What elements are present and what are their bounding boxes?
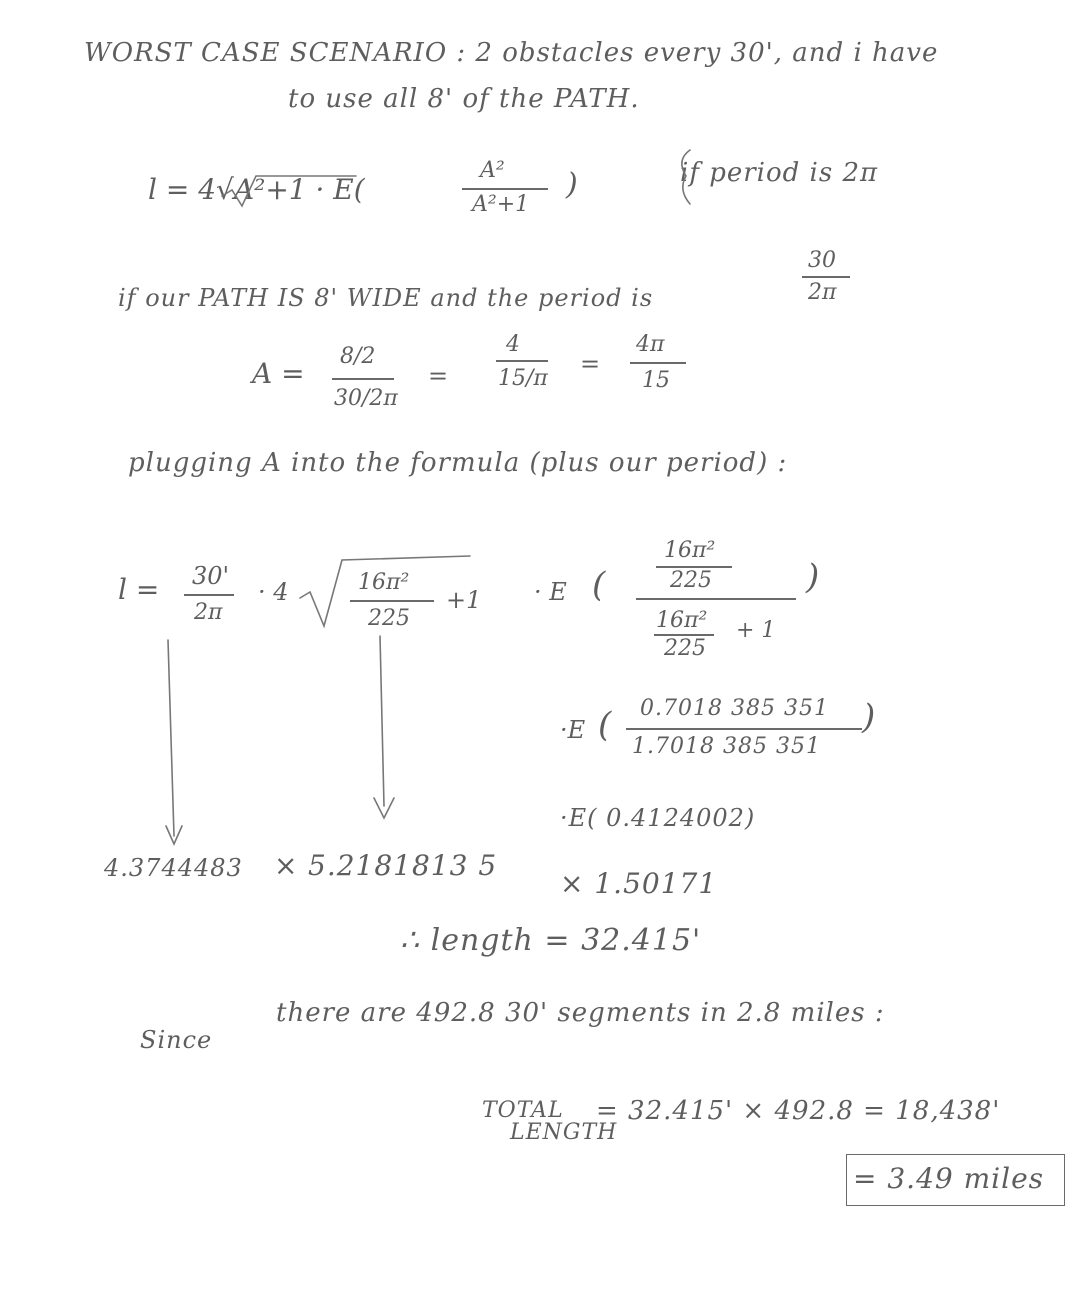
down-arrow-middle (380, 636, 384, 806)
e-value: ·E( 0.4124002) (560, 804, 756, 832)
a-f3-num: 4π (636, 332, 665, 357)
big-period-den: 2π (194, 600, 223, 625)
formula-note: if period is 2π (680, 158, 879, 188)
big-e-num-den: 225 (670, 568, 712, 593)
formula-frac-den: A²+1 (472, 192, 530, 217)
total-result-box: = 3.49 miles (846, 1154, 1065, 1206)
e-decimal-den: 1.7018 385 351 (632, 734, 821, 759)
big-lhs: l = (118, 573, 160, 606)
formula-close: ) (566, 167, 578, 202)
big-e-den-plus: + 1 (736, 618, 776, 643)
path-line-text: if our PATH IS 8' WIDE and the period is (118, 284, 654, 312)
a-eq1: = (428, 362, 449, 390)
big-e-den: 16π² (656, 608, 708, 633)
formula-lhs: l = 4√A²+1 · E( (148, 173, 365, 206)
a-f3-den: 15 (642, 368, 670, 393)
product-a: 4.3744483 (104, 854, 243, 882)
a-f1-num: 8/2 (340, 344, 376, 369)
big-e-close-paren: ) (806, 557, 820, 597)
a-f2-num: 4 (506, 332, 520, 357)
big-period-num: 30' (192, 562, 230, 590)
down-arrow-left (168, 640, 174, 836)
header-line-1: WORST CASE SCENARIO : 2 obstacles every 30', and i have (84, 38, 939, 68)
e-decimal-label: ·E (560, 716, 586, 744)
since-word: Since (140, 1026, 213, 1054)
product-b: 5.2181813 5 (308, 849, 498, 882)
big-e-num: 16π² (664, 538, 716, 563)
big-root-num: 16π² (358, 570, 410, 595)
big-e-open-paren: ( (592, 565, 606, 605)
big-radical (300, 556, 470, 626)
a-eq2: = (580, 350, 601, 378)
product-times-two: × 1.50171 (560, 867, 718, 900)
big-times-four: · 4 (258, 578, 289, 606)
formula-frac-num: A² (480, 158, 505, 183)
big-e-den-den: 225 (664, 636, 706, 661)
big-e-label: · E (534, 578, 567, 606)
total-label-top: TOTAL (482, 1098, 564, 1123)
length-result: ∴ length = 32.415' (400, 923, 702, 958)
e-decimal-num: 0.7018 385 351 (640, 696, 829, 721)
period-frac-den: 2π (808, 280, 837, 305)
e-decimal-open-paren: ( (598, 705, 612, 745)
plugging-line: plugging A into the formula (plus our period) : (128, 448, 788, 478)
a-f1-den: 30/2π (334, 386, 398, 411)
a-f2-den: 15/π (498, 366, 548, 391)
note-brace (682, 150, 690, 204)
header-line-2: to use all 8' of the PATH. (288, 84, 640, 114)
e-decimal-close-paren: ) (862, 697, 876, 737)
total-label-bottom: LENGTH (510, 1120, 618, 1145)
since-text: there are 492.8 30' segments in 2.8 miles : (276, 998, 885, 1028)
a-lhs: A = (252, 357, 305, 390)
big-root-plus: +1 (446, 586, 482, 614)
product-times: × (274, 849, 298, 882)
big-root-den: 225 (368, 606, 410, 631)
formula-radical (222, 176, 356, 206)
total-equation: = 32.415' × 492.8 = 18,438' (596, 1096, 1001, 1126)
period-frac-num: 30 (808, 248, 836, 273)
